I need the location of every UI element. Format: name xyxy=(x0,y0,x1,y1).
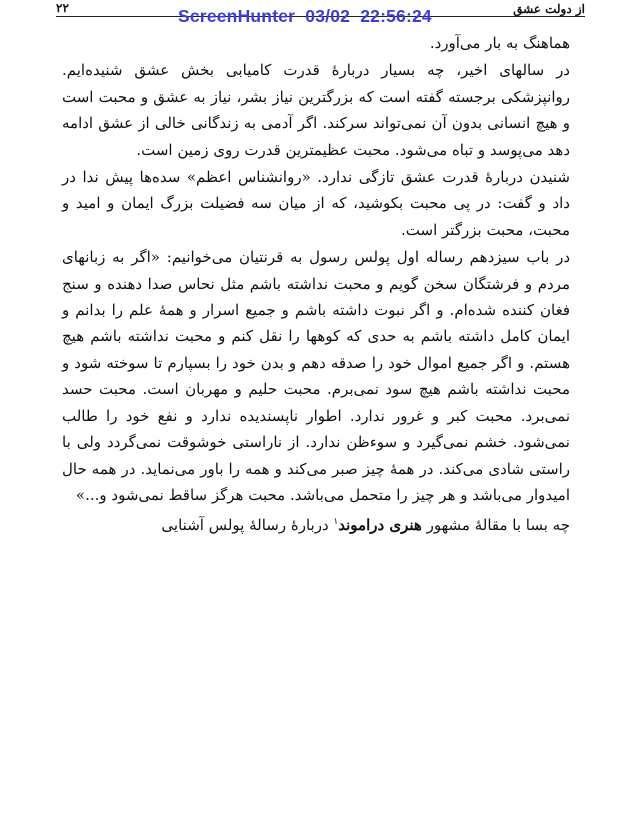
footnote-marker: ۱ xyxy=(333,517,339,528)
drummond-text-after: دربارهٔ رسالهٔ پولس آشنایی xyxy=(161,516,334,535)
screenhunter-watermark: ScreenHunter 03/02 22:56:24 xyxy=(178,6,432,26)
author-name-henry-drummond: هنری دراموند xyxy=(338,516,422,535)
paragraph-drummond xyxy=(62,509,570,538)
paragraph-great-psychologist: شنیدن دربارهٔ قدرت عشق تازگی ندارد. «روانشناس اعظم» سده‌ها پیش ندا در داد و گفت: در پی محبت بکوشید، که از میان سه فضیلت بزرگ ایمان و امید و محبت، محبت بزرگتر است. xyxy=(62,168,570,239)
header-title: از دولت عشق xyxy=(513,2,585,16)
header-page-number: ۲۲ xyxy=(56,1,69,15)
paragraph-continuation: هماهنگ به بار می‌آورد. xyxy=(429,34,570,52)
paragraph-power-of-love: در سالهای اخیر، چه بسیار دربارهٔ قدرت کامیابی بخش عشق شنیده‌ایم. روانپزشکی برجسته گفته است که بزرگترین نیاز بشر، نیاز به عشق و محبت است و هیچ انسانی بدون آن نمی‌تواند سرکند. اگر آدمی به زندگانی خالی از عشق ادامه دهد می‌پوسد و تباه می‌شود. محبت عظیمترین قدرت روی زمین است. xyxy=(62,61,570,159)
paragraph-corinthians-quote: در باب سیزدهم رساله اول پولس رسول به قرنتیان می‌خوانیم: «اگر به زبانهای مردم و فرشتگان سخن گویم و محبت نداشته باشم مثل نحاس صدا دهنده و سنج فغان کننده شده‌ام. و اگر نبوت داشته باشم و جمیع اسرار و همهٔ علم را بدانم و ایمان کامل داشته باشم به حدی که کوهها را نقل کنم و محبت نداشته باشم هیچ هستم. و اگر جمیع اموال خود را صدقه دهم و بدن خود را بسپارم تا سوخته شود و محبت نداشته باشم هیچ سود نمی‌برم. محبت حلیم و مهربان است. محبت حسد نمی‌برد. محبت کبر و غرور ندارد. اطوار ناپسندیده ندارد و نفع خود را طالب نمی‌شود. خشم نمی‌گیرد و سوءظن ندارد. از ناراستی خوشوقت نمی‌گردد ولی با راستی شادی می‌کند. در همهٔ چیز صبر می‌کند و همه را باور می‌نماید. در همه حال امیدوار می‌باشد و هر چیز را متحمل می‌باشد. محبت هرگز ساقط نمی‌شود و...» xyxy=(62,248,570,504)
body-text xyxy=(62,30,570,539)
drummond-text-before: چه بسا با مقالهٔ مشهور xyxy=(421,516,570,535)
